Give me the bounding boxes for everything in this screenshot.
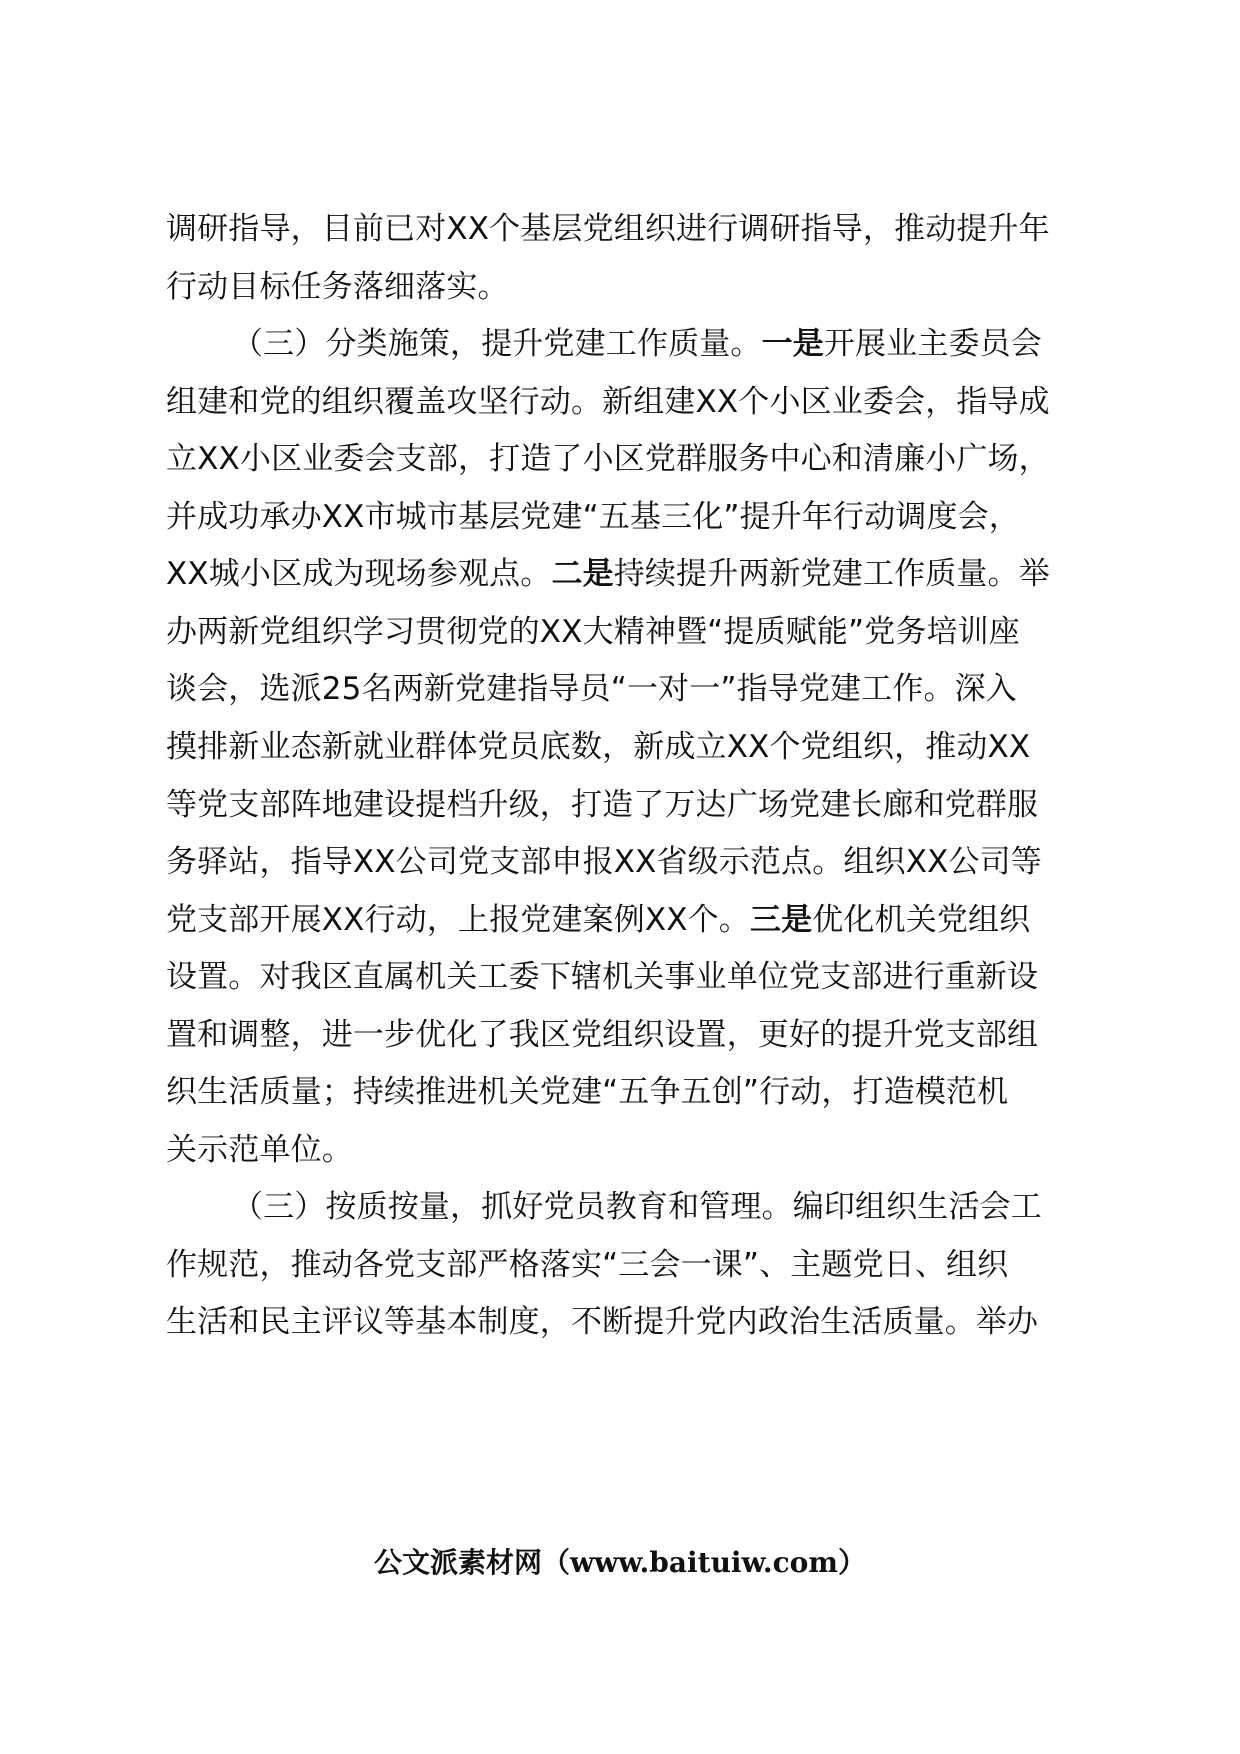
text-segment: 关示范单位。 — [166, 1132, 353, 1168]
text-line — [166, 957, 1038, 997]
text-line — [166, 209, 1050, 249]
text-line — [166, 1302, 1038, 1342]
text-segment: 置和调整，进一步优化了我区党组织设置，更好的提升党支部组 — [166, 1017, 1039, 1053]
text-segment: 调研指导，目前已对XX个基层党组织进行调研指导，推动提升年 — [166, 211, 1050, 247]
text-line — [166, 267, 509, 307]
bold-keyword: 二是 — [551, 556, 614, 592]
bold-keyword: 三是 — [749, 902, 813, 938]
text-segment: 织生活质量；持续推进机关党建“五争五创”行动，打造模范机 — [166, 1074, 1009, 1110]
text-segment: （三）分类施策，提升党建工作质量。 — [232, 326, 762, 362]
text-line — [166, 842, 1042, 882]
footer-watermark: 公文派素材网（www.baituiw.com） — [374, 1546, 866, 1579]
text-line — [166, 727, 1030, 767]
text-line — [166, 439, 1050, 479]
text-segment: 设置。对我区直属机关工委下辖机关事业单位党支部进行重新设 — [166, 959, 1039, 995]
text-segment: 谈会，选派25名两新党建指导员“一对一”指导党建工作。深入 — [166, 671, 1017, 707]
text-segment: 开展业主委员会 — [823, 326, 1042, 362]
text-line — [166, 1245, 1008, 1285]
bold-keyword: 一是 — [761, 326, 824, 362]
text-segment: 组建和党的组织覆盖攻坚行动。新组建XX个小区业委会，指导成 — [166, 384, 1050, 420]
text-line — [166, 1015, 1038, 1055]
text-segment: 并成功承办XX市城市基层党建“五基三化”提升年行动调度会， — [166, 499, 1020, 535]
text-segment: 等党支部阵地建设提档升级，打造了万达广场党建长廊和党群服 — [166, 787, 1039, 823]
text-line — [166, 382, 1050, 422]
text-segment: 生活和民主评议等基本制度，不断提升党内政治生活质量。举办 — [166, 1304, 1039, 1340]
text-segment: 务驿站，指导XX公司党支部申报XX省级示范点。组织XX公司等 — [166, 844, 1042, 880]
text-segment: （三）按质按量，抓好党员教育和管理。编印组织生活会工 — [232, 1189, 1042, 1225]
text-segment: 党支部开展XX行动，上报党建案例XX个。 — [166, 902, 750, 938]
text-line — [166, 669, 1017, 709]
text-segment: 优化机关党组织 — [812, 902, 1031, 938]
text-line — [166, 900, 1030, 940]
text-segment: 摸排新业态新就业群体党员底数，新成立XX个党组织，推动XX — [166, 729, 1031, 765]
text-segment: 办两新党组织学习贯彻党的XX大精神暨“提质赋能”党务培训座 — [166, 614, 1020, 650]
paragraph-first-line — [232, 324, 1042, 364]
text-line — [166, 497, 1020, 537]
text-line — [166, 785, 1038, 825]
text-segment: 持续提升两新党建工作质量。举 — [613, 556, 1050, 592]
text-line — [166, 612, 1020, 652]
text-line — [166, 554, 1050, 594]
text-line — [166, 1072, 1008, 1112]
paragraph-first-line — [232, 1187, 1042, 1227]
text-segment: 行动目标任务落细落实。 — [166, 269, 509, 305]
text-line — [166, 1130, 353, 1170]
text-segment: XX城小区成为现场参观点。 — [166, 556, 552, 592]
text-segment: 作规范，推动各党支部严格落实“三会一课”、主题党日、组织 — [166, 1247, 1009, 1283]
text-segment: 立XX小区业委会支部，打造了小区党群服务中心和清廉小广场， — [166, 441, 1050, 477]
